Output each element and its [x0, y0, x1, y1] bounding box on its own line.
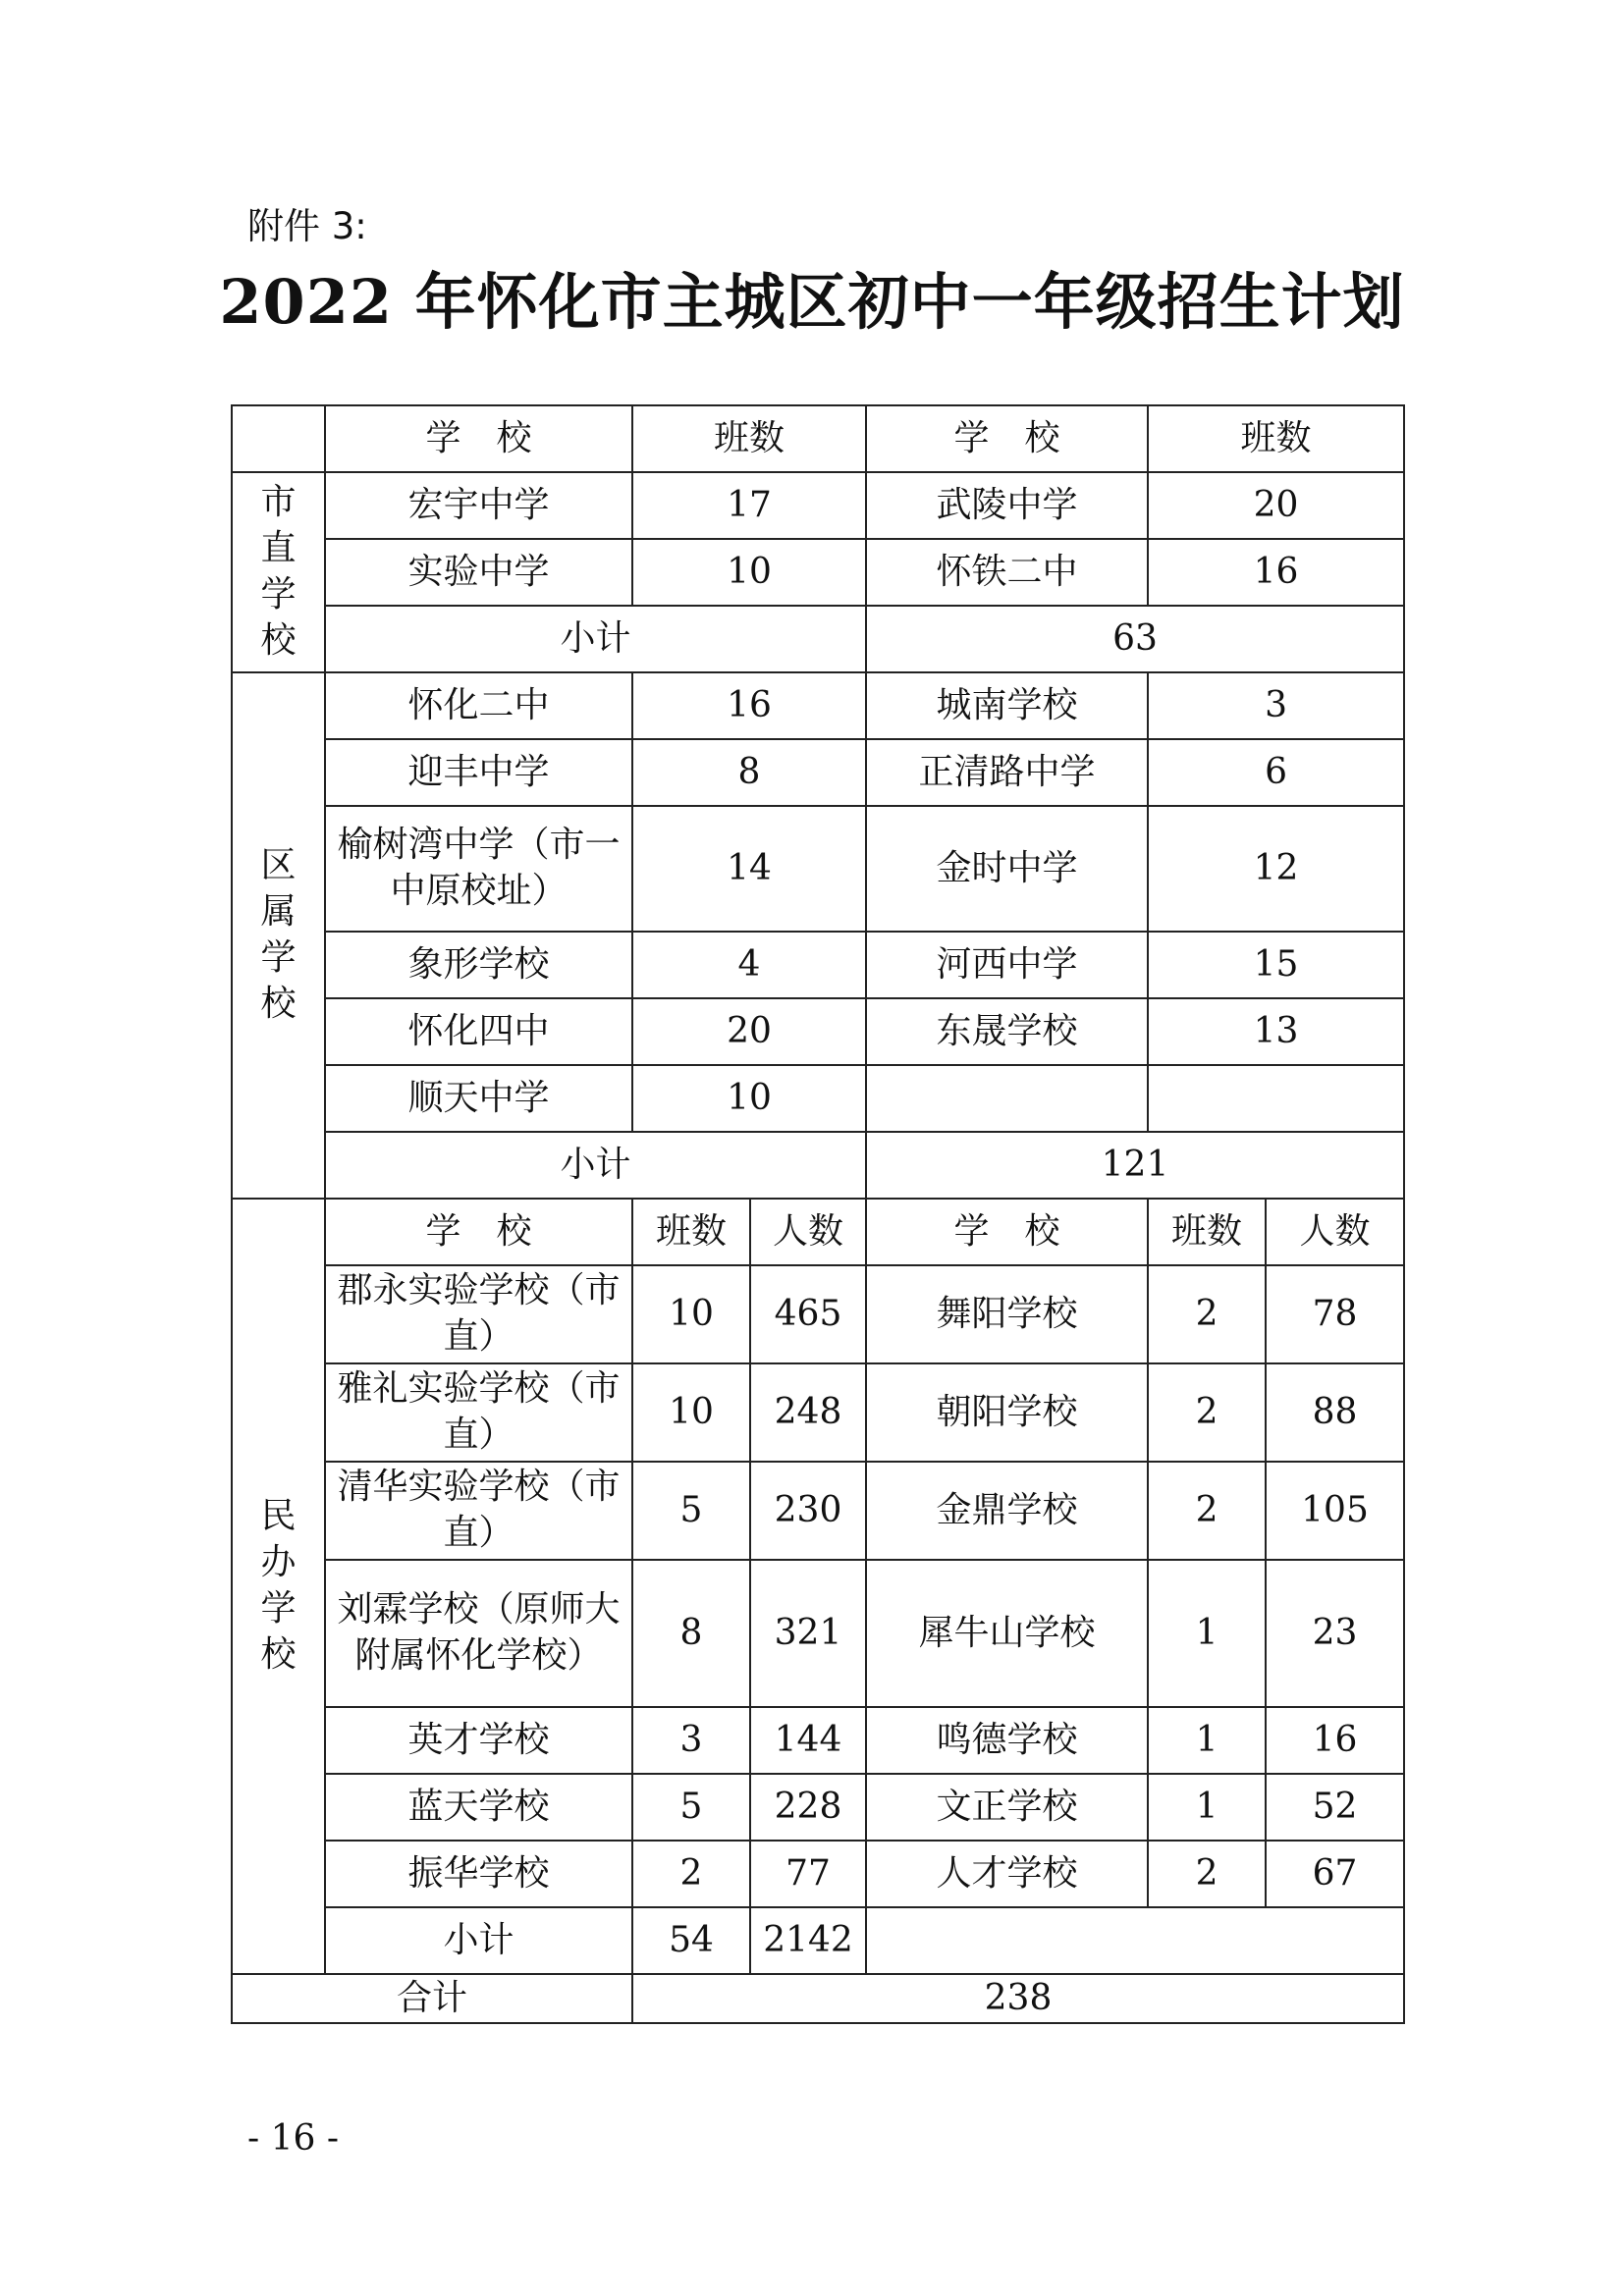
school-name: 金时中学: [866, 806, 1148, 932]
table-row: [232, 998, 1404, 1065]
class-count: 2: [632, 1841, 750, 1907]
school-name: 怀化二中: [325, 672, 632, 739]
school-name: 人才学校: [866, 1841, 1148, 1907]
subtotal-label: 小计: [325, 1907, 632, 1974]
subtotal-row-district: [232, 1132, 1404, 1199]
class-count: 1: [1148, 1774, 1266, 1841]
class-count: 16: [632, 672, 866, 739]
attachment-label: 附件 3:: [247, 205, 367, 247]
class-count: 10: [632, 1363, 750, 1462]
school-name: 犀牛山学校: [866, 1560, 1148, 1707]
class-count: 3: [632, 1707, 750, 1774]
school-name: 武陵中学: [866, 472, 1148, 539]
student-count: 144: [750, 1707, 866, 1774]
student-count: 465: [750, 1265, 866, 1363]
subtotal-students: 2142: [750, 1907, 866, 1974]
header-classes-left: 班数: [632, 1199, 750, 1265]
total-row: [232, 1974, 1404, 2023]
school-name: 朝阳学校: [866, 1363, 1148, 1462]
table-row: [232, 932, 1404, 998]
table-row: [232, 1065, 1404, 1132]
table-row: [232, 806, 1404, 932]
private-header-row: [232, 1199, 1404, 1265]
total-value: 238: [632, 1974, 1404, 2023]
table-row: [232, 472, 1404, 539]
school-name: 正清路中学: [866, 739, 1148, 806]
group-label-city: 市 直 学 校: [232, 472, 325, 672]
school-name: 迎丰中学: [325, 739, 632, 806]
class-count: 15: [1148, 932, 1404, 998]
student-count: 23: [1266, 1560, 1404, 1707]
student-count: 78: [1266, 1265, 1404, 1363]
school-name: [866, 1065, 1148, 1132]
class-count: 3: [1148, 672, 1404, 739]
header-classes-right: 班数: [1148, 405, 1404, 472]
class-count: 8: [632, 739, 866, 806]
subtotal-label: 小计: [325, 1132, 866, 1199]
class-count: 16: [1148, 539, 1404, 606]
class-count: 2: [1148, 1841, 1266, 1907]
subtotal-value: 63: [866, 606, 1404, 672]
header-students-right: 人数: [1266, 1199, 1404, 1265]
school-name: 文正学校: [866, 1774, 1148, 1841]
class-count: 14: [632, 806, 866, 932]
student-count: 88: [1266, 1363, 1404, 1462]
class-count: 4: [632, 932, 866, 998]
table-row: [232, 1707, 1404, 1774]
subtotal-value: 121: [866, 1132, 1404, 1199]
student-count: 77: [750, 1841, 866, 1907]
table-row: [232, 1363, 1404, 1462]
table-row: [232, 739, 1404, 806]
student-count: 67: [1266, 1841, 1404, 1907]
school-name: 榆树湾中学（市一中原校址）: [325, 806, 632, 932]
student-count: 248: [750, 1363, 866, 1462]
school-name: 英才学校: [325, 1707, 632, 1774]
group-label-private: 民 办 学 校: [232, 1199, 325, 1974]
school-name: 鸣德学校: [866, 1707, 1148, 1774]
table-row: [232, 1841, 1404, 1907]
corner-cell: [232, 405, 325, 472]
class-count: 8: [632, 1560, 750, 1707]
header-school-right: 学 校: [866, 405, 1148, 472]
total-label: 合计: [232, 1974, 632, 2023]
subtotal-row-city: [232, 606, 1404, 672]
header-school-right: 学 校: [866, 1199, 1148, 1265]
class-count: 12: [1148, 806, 1404, 932]
class-count: 6: [1148, 739, 1404, 806]
school-name: 刘霖学校（原师大附属怀化学校）: [325, 1560, 632, 1707]
table-row: [232, 539, 1404, 606]
class-count: 5: [632, 1462, 750, 1560]
student-count: 52: [1266, 1774, 1404, 1841]
school-name: 城南学校: [866, 672, 1148, 739]
subtotal-label: 小计: [325, 606, 866, 672]
group-label-district: 区 属 学 校: [232, 672, 325, 1199]
student-count: 16: [1266, 1707, 1404, 1774]
class-count: 2: [1148, 1462, 1266, 1560]
table-header-row: [232, 405, 1404, 472]
table-row: [232, 672, 1404, 739]
table-row: [232, 1560, 1404, 1707]
school-name: 雅礼实验学校（市直）: [325, 1363, 632, 1462]
enrollment-plan-table: [231, 404, 1405, 2024]
school-name: 象形学校: [325, 932, 632, 998]
student-count: 105: [1266, 1462, 1404, 1560]
school-name: 舞阳学校: [866, 1265, 1148, 1363]
class-count: 10: [632, 1265, 750, 1363]
empty-cell: [866, 1907, 1404, 1974]
class-count: 17: [632, 472, 866, 539]
class-count: 5: [632, 1774, 750, 1841]
school-name: 实验中学: [325, 539, 632, 606]
student-count: 230: [750, 1462, 866, 1560]
subtotal-row-private: [232, 1907, 1404, 1974]
class-count: 1: [1148, 1560, 1266, 1707]
header-students-left: 人数: [750, 1199, 866, 1265]
class-count: 20: [1148, 472, 1404, 539]
class-count: 10: [632, 1065, 866, 1132]
school-name: 东晟学校: [866, 998, 1148, 1065]
subtotal-classes: 54: [632, 1907, 750, 1974]
school-name: 顺天中学: [325, 1065, 632, 1132]
class-count: 13: [1148, 998, 1404, 1065]
school-name: 宏宇中学: [325, 472, 632, 539]
class-count: 1: [1148, 1707, 1266, 1774]
student-count: 228: [750, 1774, 866, 1841]
header-school-left: 学 校: [325, 1199, 632, 1265]
table-row: [232, 1265, 1404, 1363]
header-classes-right: 班数: [1148, 1199, 1266, 1265]
table-row: [232, 1774, 1404, 1841]
class-count: [1148, 1065, 1404, 1132]
header-classes-left: 班数: [632, 405, 866, 472]
class-count: 2: [1148, 1265, 1266, 1363]
table-row: [232, 1462, 1404, 1560]
school-name: 怀铁二中: [866, 539, 1148, 606]
page-number: - 16 -: [247, 2118, 340, 2159]
school-name: 郡永实验学校（市直）: [325, 1265, 632, 1363]
school-name: 怀化四中: [325, 998, 632, 1065]
class-count: 2: [1148, 1363, 1266, 1462]
school-name: 振华学校: [325, 1841, 632, 1907]
school-name: 蓝天学校: [325, 1774, 632, 1841]
class-count: 20: [632, 998, 866, 1065]
school-name: 河西中学: [866, 932, 1148, 998]
class-count: 10: [632, 539, 866, 606]
page-title: 2022 年怀化市主城区初中一年级招生计划: [219, 266, 1405, 338]
student-count: 321: [750, 1560, 866, 1707]
school-name: 金鼎学校: [866, 1462, 1148, 1560]
header-school-left: 学 校: [325, 405, 632, 472]
school-name: 清华实验学校（市直）: [325, 1462, 632, 1560]
